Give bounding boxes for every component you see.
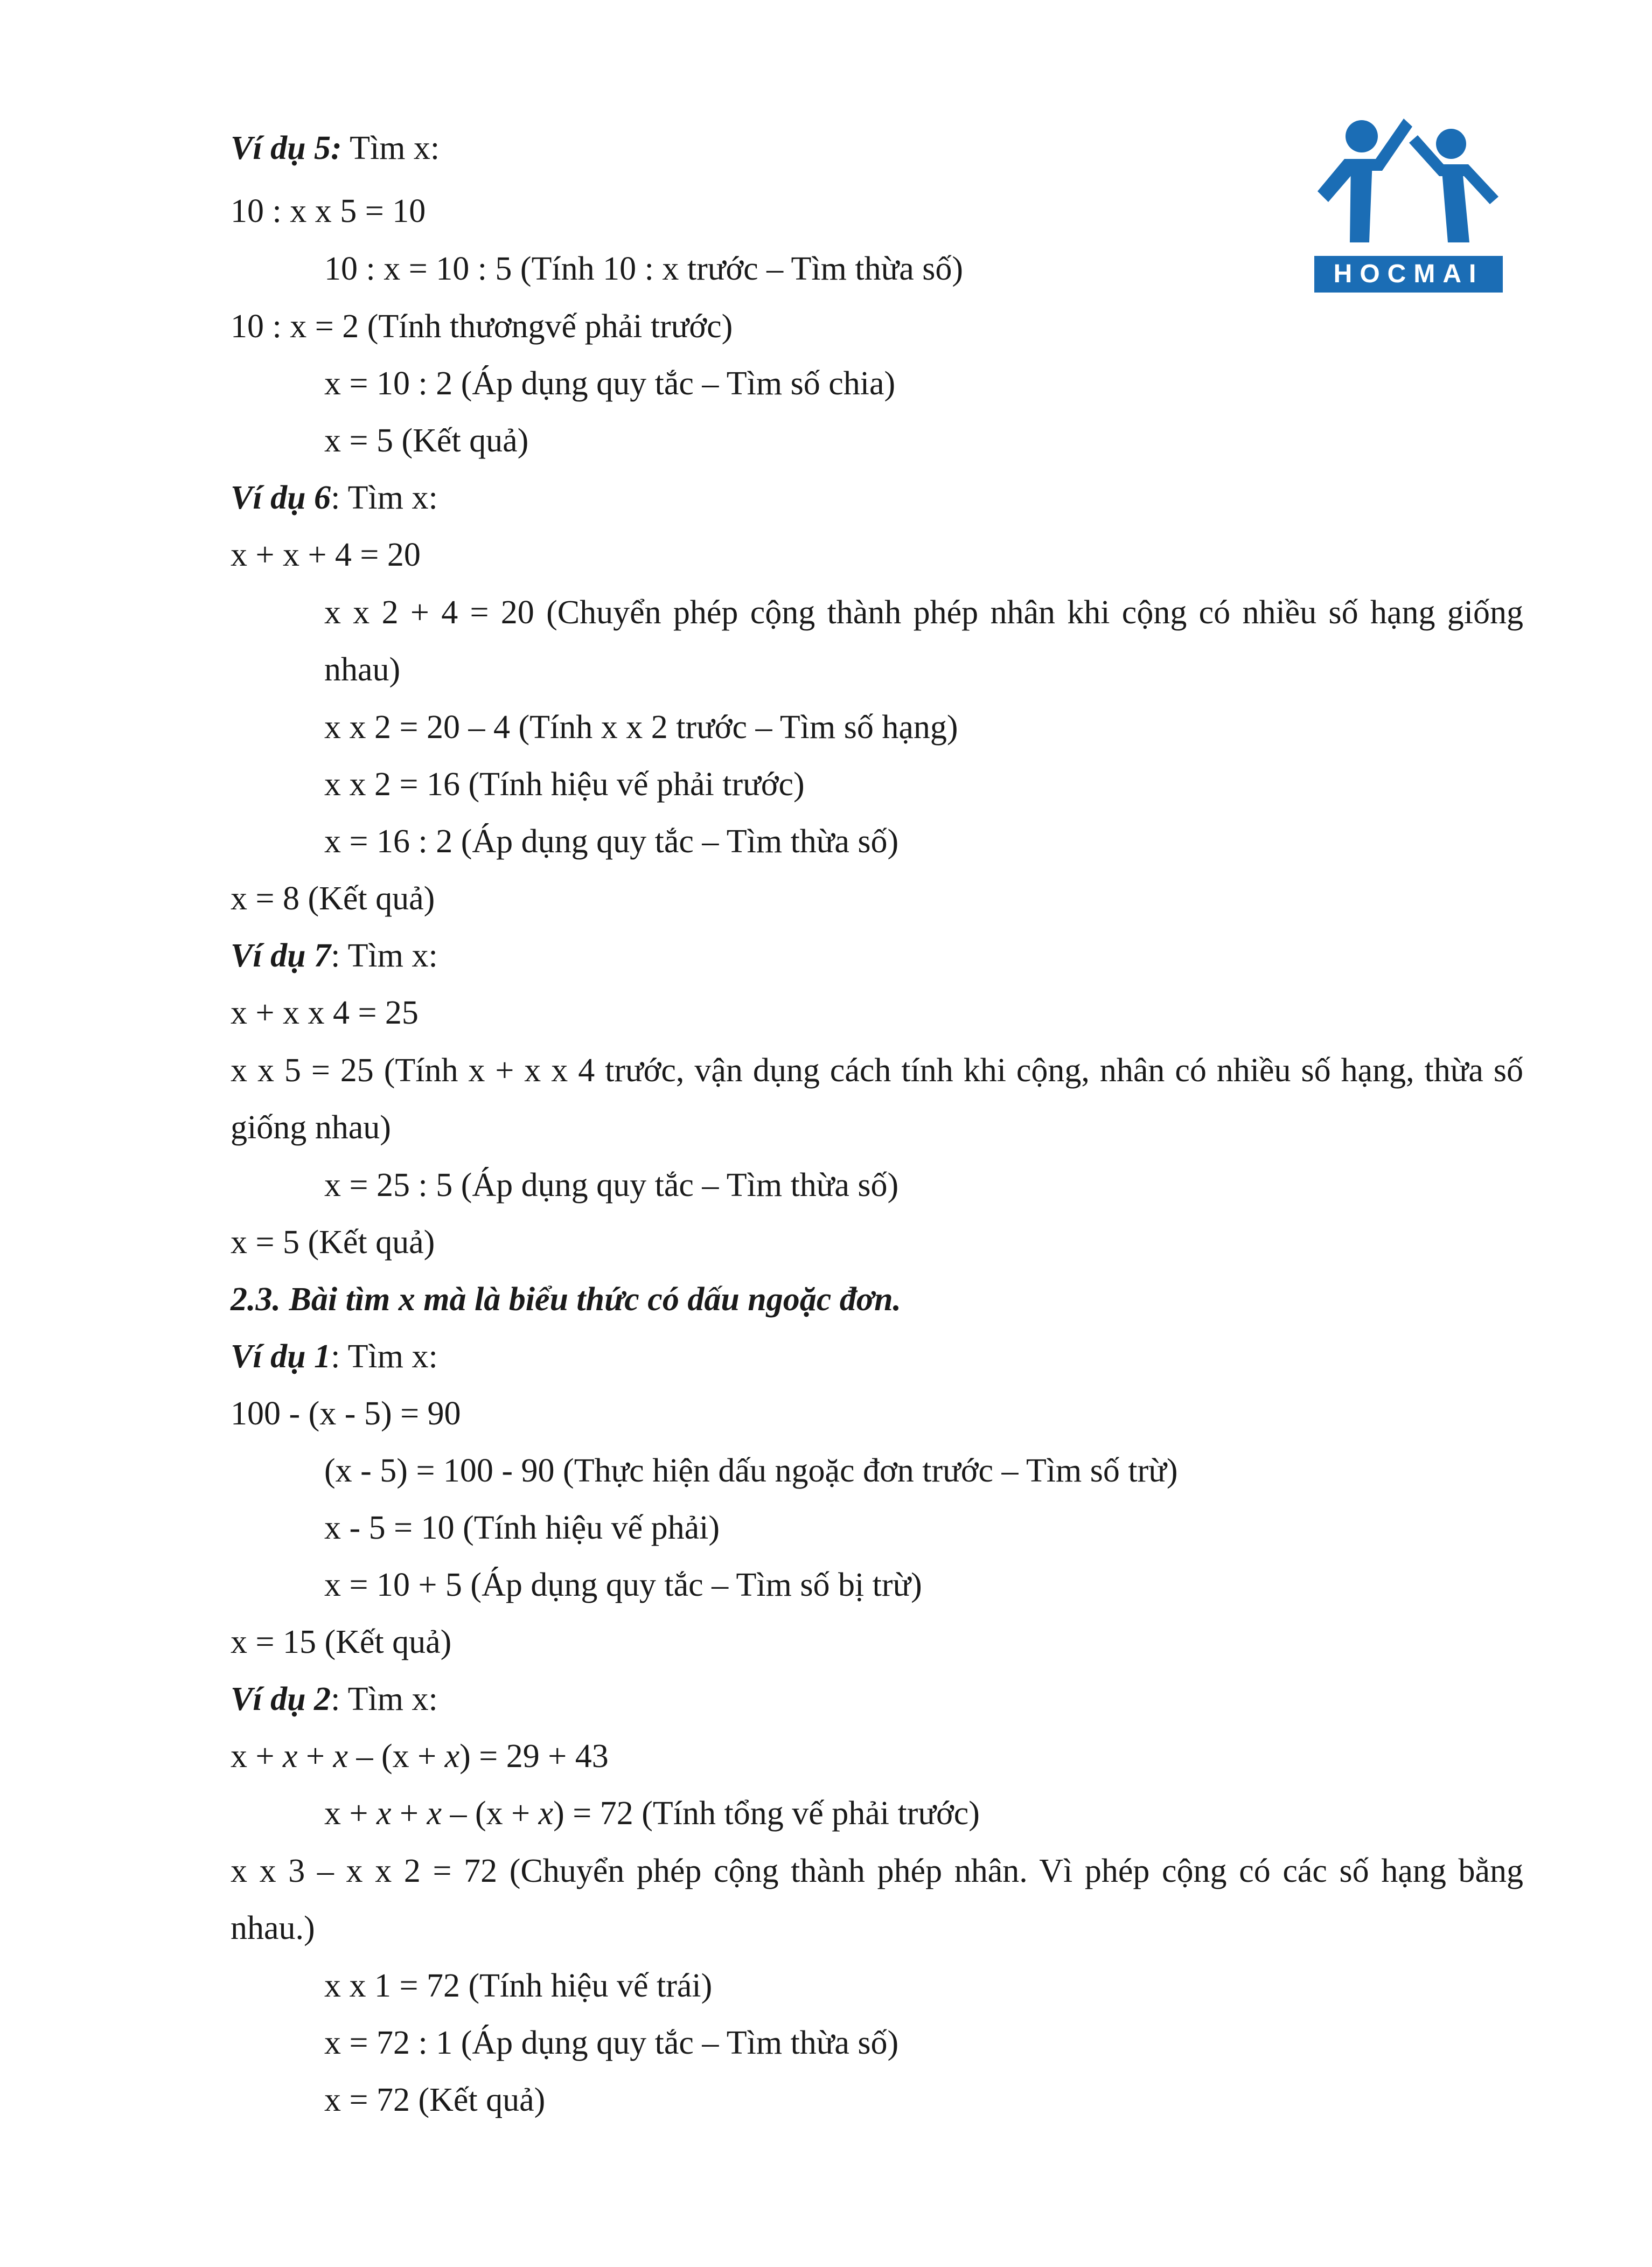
equation-line: x x 1 = 72 (Tính hiệu vế trái)	[324, 1967, 713, 2004]
equation-line: x = 15 (Kết quả)	[231, 1624, 452, 1660]
example-label: Ví dụ 1	[231, 1338, 331, 1375]
equation-line: x x 3 – x x 2 = 72 (Chuyển phép cộng thành phép nhân. Vì phép cộng có các số hạng bằng nhau.)	[231, 1853, 1523, 1946]
example-label: Ví dụ 5:	[231, 130, 342, 166]
equation-line: x + x + 4 = 20	[231, 537, 421, 573]
example-heading: Ví dụ 6: Tìm x:	[231, 479, 438, 516]
equation-line: x + x x 4 = 25	[231, 995, 419, 1031]
equation-line: 100 - (x - 5) = 90	[231, 1395, 461, 1432]
equation-line: x + x + x – (x + x) = 29 + 43	[231, 1738, 609, 1775]
example-heading: Ví dụ 1: Tìm x:	[231, 1338, 438, 1375]
equation-line: (x - 5) = 100 - 90 (Thực hiện dấu ngoặc đơn trước – Tìm số trừ)	[324, 1452, 1178, 1489]
logo-text: HOCMAI	[1333, 260, 1484, 288]
example-label: Ví dụ 7	[231, 937, 331, 974]
example-heading: Ví dụ 7: Tìm x:	[231, 937, 438, 974]
equation-line: x x 2 = 20 – 4 (Tính x x 2 trước – Tìm số hạng)	[324, 709, 958, 746]
example-label: Ví dụ 2	[231, 1681, 331, 1717]
equation-line: x x 2 = 16 (Tính hiệu vế phải trước)	[324, 766, 805, 803]
equation-line: x = 10 + 5 (Áp dụng quy tắc – Tìm số bị trừ)	[324, 1567, 922, 1603]
equation-line: x x 2 + 4 = 20 (Chuyển phép cộng thành phép nhân khi cộng có nhiều số hạng giống nhau)	[324, 594, 1523, 688]
equation-line: x + x + x – (x + x) = 72 (Tính tổng vế phải trước)	[324, 1795, 980, 1832]
equation-line: x = 5 (Kết quả)	[231, 1224, 435, 1261]
equation-line: x x 5 = 25 (Tính x + x x 4 trước, vận dụng cách tính khi cộng, nhân có nhiều số hạng, thừa số giống nhau)	[231, 1052, 1523, 1146]
equation-line: x = 10 : 2 (Áp dụng quy tắc – Tìm số chia)	[324, 365, 896, 402]
example-heading: Ví dụ 5: Tìm x:	[231, 130, 440, 166]
equation-line: x - 5 = 10 (Tính hiệu vế phải)	[324, 1510, 720, 1546]
equation-line: 10 : x x 5 = 10	[231, 193, 426, 230]
equation-line: x = 16 : 2 (Áp dụng quy tắc – Tìm thừa số)	[324, 823, 899, 860]
equation-line: x = 72 : 1 (Áp dụng quy tắc – Tìm thừa số)	[324, 2025, 899, 2061]
equation-line: x = 72 (Kết quả)	[324, 2082, 546, 2118]
example-heading: Ví dụ 2: Tìm x:	[231, 1681, 438, 1717]
equation-line: x = 25 : 5 (Áp dụng quy tắc – Tìm thừa số)	[324, 1167, 899, 1204]
example-label: Ví dụ 6	[231, 479, 331, 516]
hocmai-logo	[1312, 110, 1503, 296]
equation-line: 10 : x = 2 (Tính thươngvế phải trước)	[231, 308, 733, 345]
equation-line: 10 : x = 10 : 5 (Tính 10 : x trước – Tìm thừa số)	[324, 251, 963, 287]
equation-line: x = 5 (Kết quả)	[324, 422, 529, 459]
equation-line: x = 8 (Kết quả)	[231, 880, 435, 917]
section-heading: 2.3. Bài tìm x mà là biểu thức có dấu ngoặc đơn.	[231, 1281, 902, 1318]
